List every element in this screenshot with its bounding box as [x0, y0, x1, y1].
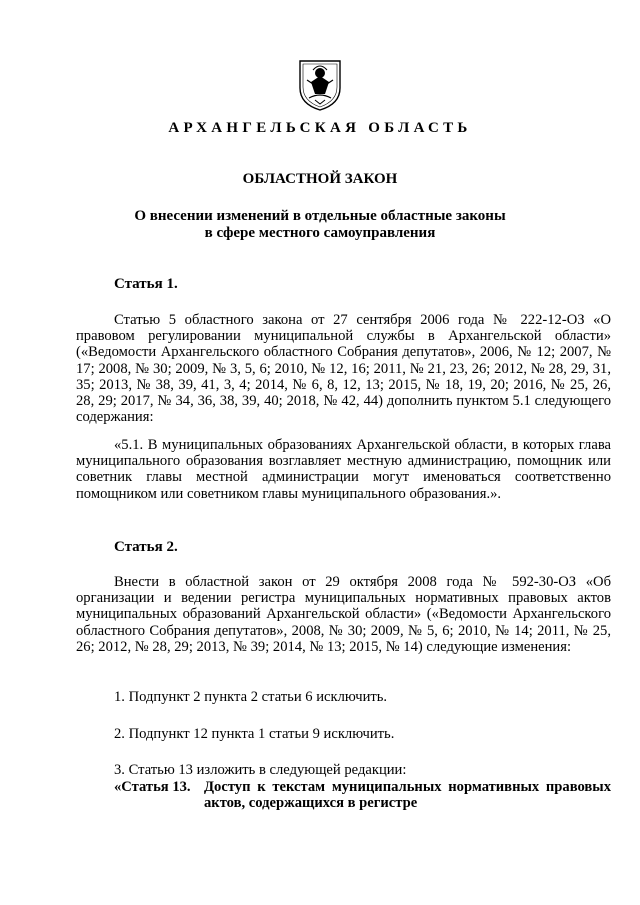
region-title: АРХАНГЕЛЬСКАЯ ОБЛАСТЬ: [168, 120, 472, 136]
article-1-heading: Статья 1.: [114, 276, 178, 292]
article-2-heading: Статья 2.: [114, 539, 178, 555]
article-13-title: Доступ к текстам муниципальных нормативных правовых актов, содержащихся в регистре: [204, 779, 611, 812]
article-13-lead: «Статья 13.: [114, 779, 191, 795]
document-type: ОБЛАСТНОЙ ЗАКОН: [242, 171, 398, 187]
article-1-paragraph-2: «5.1. В муниципальных образованиях Архангельской области, в которых глава муниципального образования возглавляет местную администрацию, помощник или советник главы местной администрации могут именоваться соответственно помощником или советником главы муниципального образования.».: [76, 437, 611, 502]
article-2-paragraph-1: Внести в областной закон от 29 октября 2008 года № 592-30-ОЗ «Об организации и ведении регистра муниципальных нормативных правовых актов муниципальных образований Архангельской области» («Ведомости Архангельского областного Собрания депутатов», 2008, № 30; 2009, № 5, 6; 2010, № 14; 2011, № 25, 26; 2012, № 28, 29; 2013, № 39; 2014, № 13; 2015, № 14) следующие изменения:: [76, 574, 611, 655]
article-1-paragraph-1: Статью 5 областного закона от 27 сентября 2006 года № 222-12-ОЗ «О правовом регулировании муниципальной службы в Архангельской области» («Ведомости Архангельского областного Собрания депутатов», 2006, № 12; 2007, № 17; 2008, № 30; 2009, № 3, 5, 6; 2010, № 12, 16; 2011, № 21, 23, 26; 2012, № 28, 29, 31, 35; 2013, № 38, 39, 41, 3, 4; 2014, № 6, 8, 12, 13; 2015, № 18, 19, 20; 2016, № 25, 26, 28, 29; 2017, № 34, 36, 38, 39, 40; 2018, № 42, 44) дополнить пунктом 5.1 следующего содержания:: [76, 312, 611, 426]
article-2-item-3: 3. Статью 13 изложить в следующей редакции:: [114, 762, 407, 778]
coat-of-arms-emblem: [297, 58, 343, 112]
article-2-item-2: 2. Подпункт 12 пункта 1 статьи 9 исключить.: [114, 726, 395, 742]
law-title-line-2: в сфере местного самоуправления: [204, 225, 436, 241]
law-title: [0, 208, 640, 242]
law-title-line-1: О внесении изменений в отдельные областные законы: [134, 208, 506, 224]
article-2-item-1: 1. Подпункт 2 пункта 2 статьи 6 исключить.: [114, 689, 388, 705]
